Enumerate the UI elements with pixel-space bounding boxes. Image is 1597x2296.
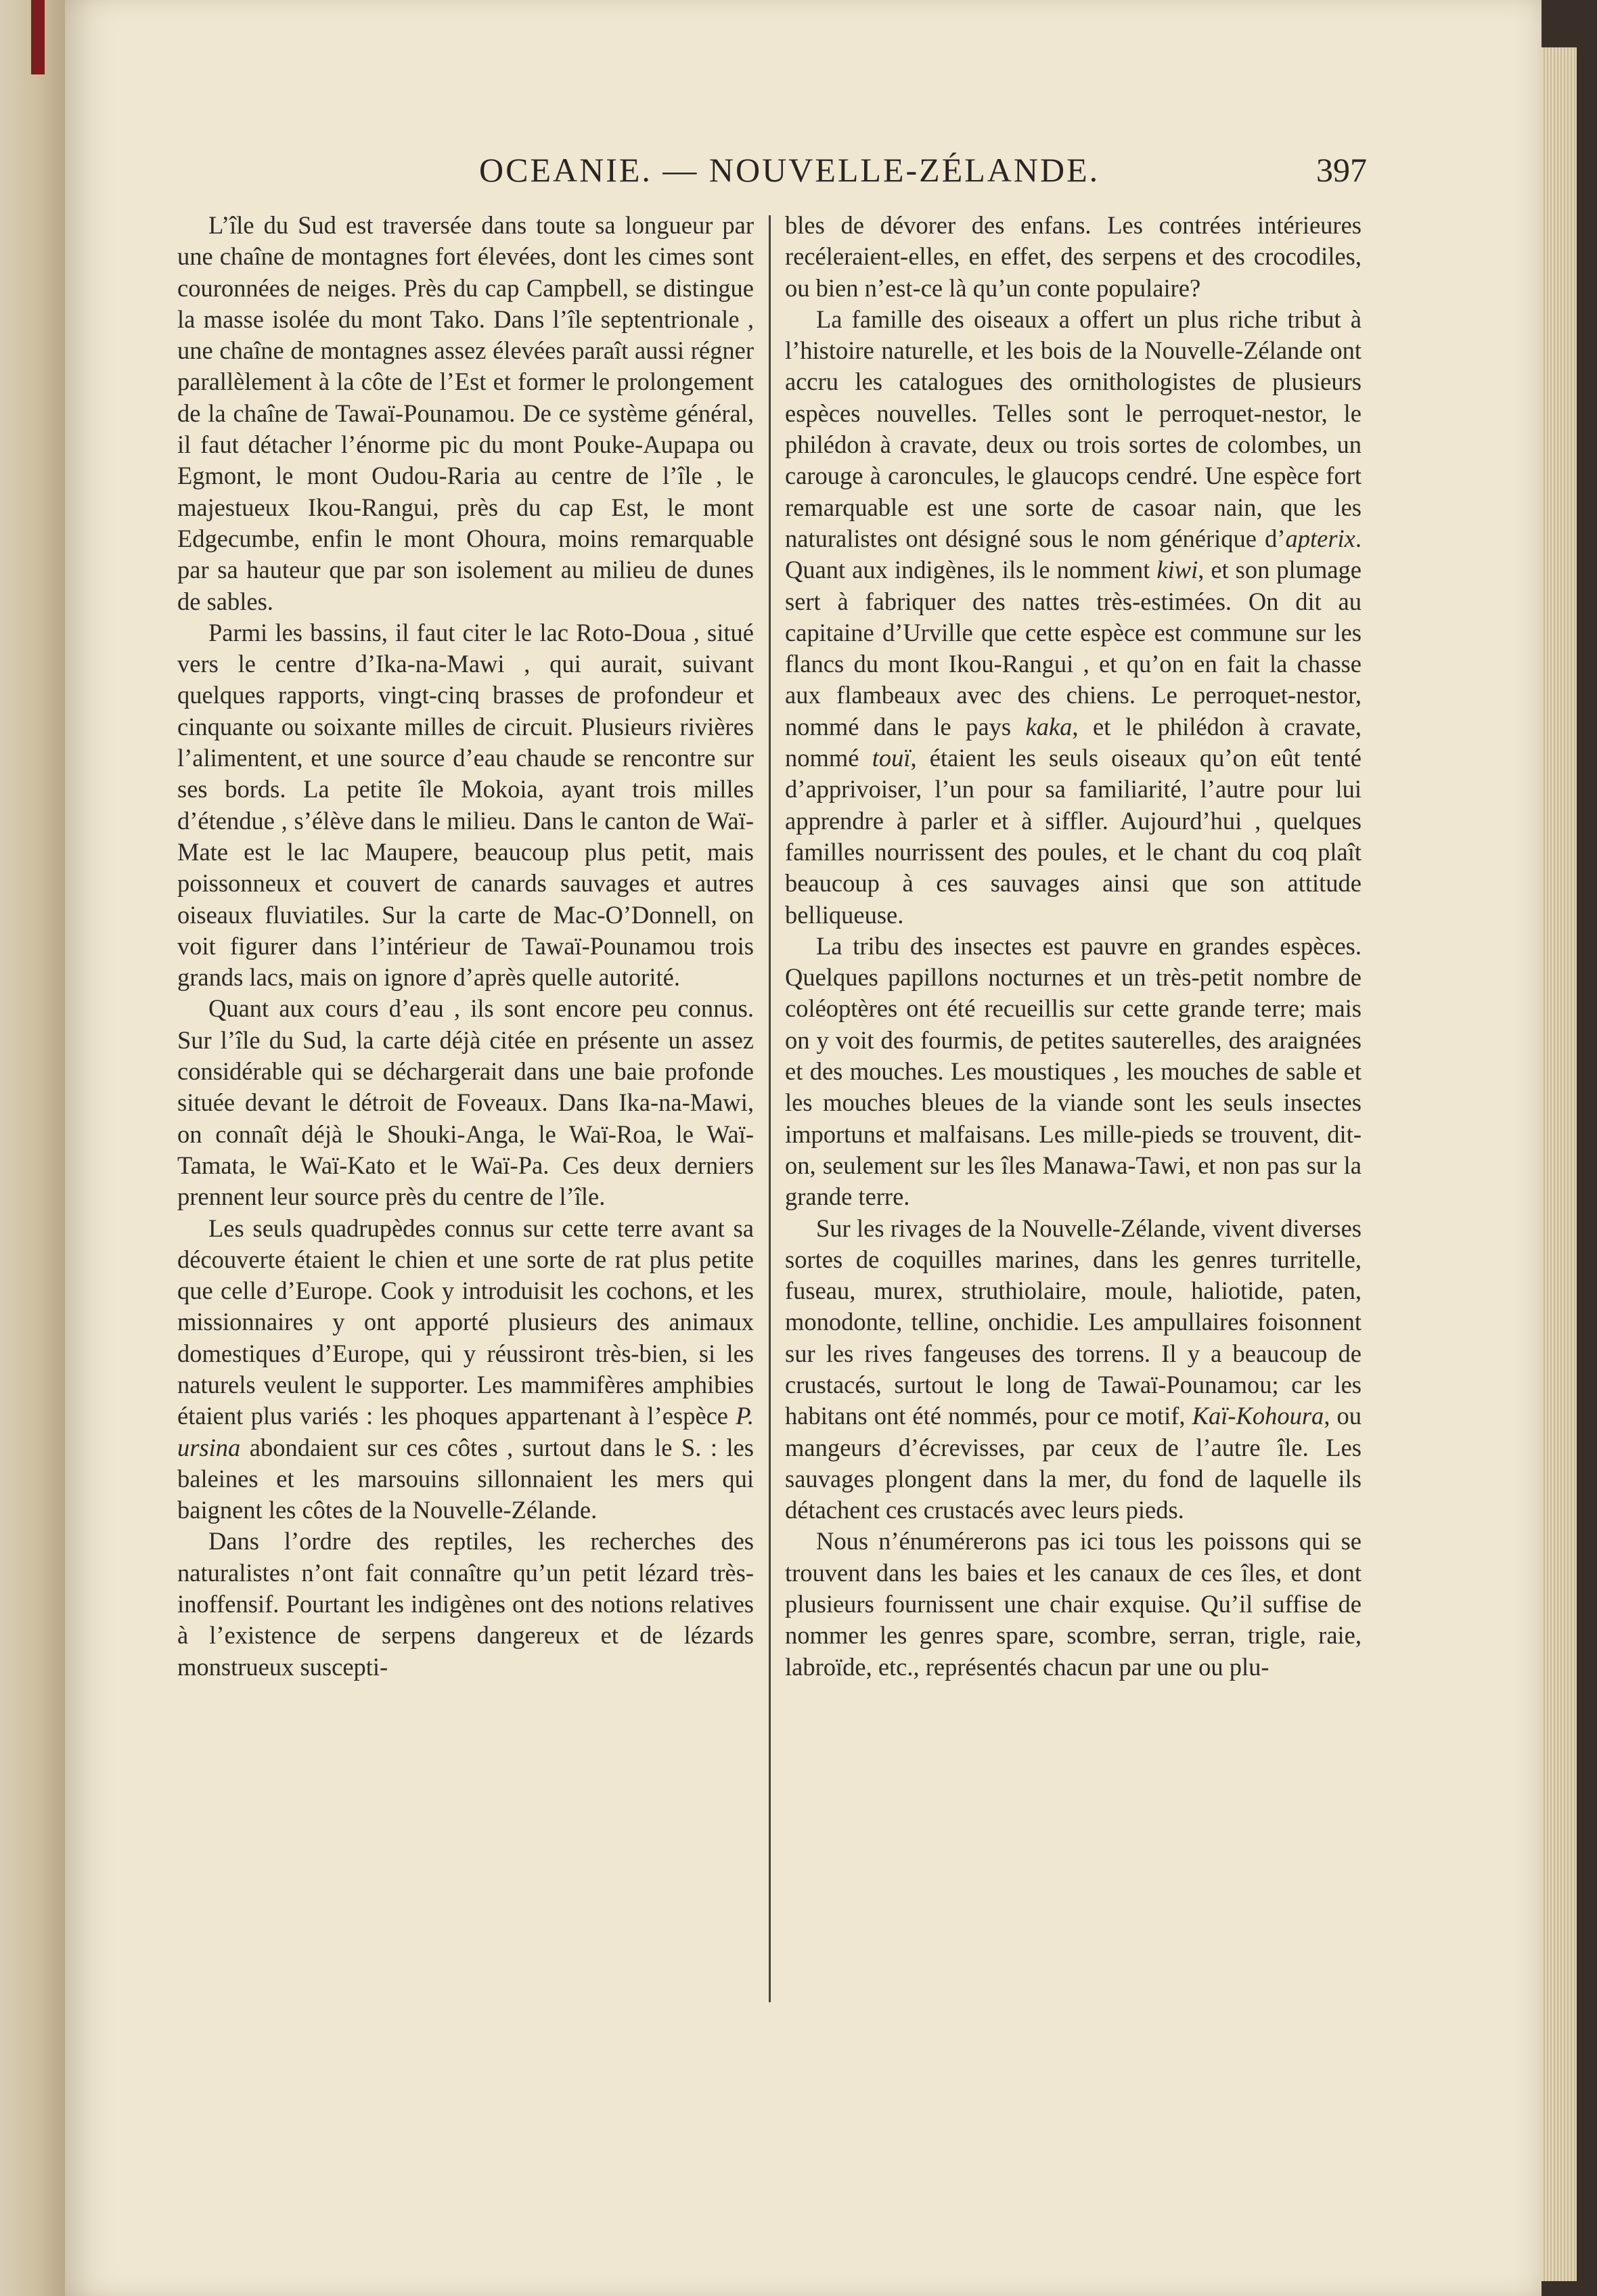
text-span: . Quant aux indigènes, ils le nomment xyxy=(785,524,1362,584)
binding-spine xyxy=(31,0,45,74)
text-span: Les seuls quadrupèdes connus sur cette terre avant sa découverte étaient le chien et une sorte de rat plus petite que celle d’Europe. Cook y introduisit les cochons, et les missionnaires y ont apporté plusieurs des animaux domestiques d’Europe, qui y réussiront très-bien, si les naturels veulent le supporter. Les mammifères amphibies étaient plus variés : les phoques appartenant à l’espèce xyxy=(177,1214,754,1430)
text-span: , et son plumage sert à fabriquer des nattes très-estimées. On dit au capitaine d’Urville que cette espèce est commune sur les flancs du mont Ikou-Rangui , et qu’on en fait la chasse aux flambeaux avec des chiens. Le perroquet-nestor, nommé dans le pays xyxy=(785,556,1362,741)
running-head xyxy=(176,149,1367,203)
book-binding xyxy=(0,0,65,2296)
paragraph xyxy=(785,304,1362,931)
italic-term: touï xyxy=(872,744,911,772)
paragraph xyxy=(177,1213,754,1526)
text-span: , étaient les seuls oiseaux qu’on eût tenté d’apprivoiser, l’un pour sa familiarité, l’autre pour lui apprendre à parler et à siffler. Aujourd’hui , quelques familles nourrissent des poules, et le chant du coq plaît beaucoup à ces sauvages ainsi que son attitude belliqueuse. xyxy=(785,744,1362,929)
paragraph: bles de dévorer des enfans. Les contrées intérieures recéleraient-elles, en effet, des serpens et des crocodiles, ou bien n’est-ce là qu’un conte populaire? xyxy=(785,211,1362,302)
text-span: , et le philédon à cravate, nommé xyxy=(785,712,1362,772)
italic-term: Kaï-Kohoura xyxy=(1192,1402,1324,1430)
paragraph: La tribu des insectes est pauvre en grandes espèces. Quelques papillons nocturnes et un très-petit nombre de coléoptères ont été recueillis sur cette grande terre; mais on y voit des fourmis, de petites sauterelles, des araignées et des mouches. Les moustiques , les mouches de sable et les mouches bleues de la viande sont les seuls insectes importuns et malfaisans. Les mille-pieds se trouvent, dit-on, seulement sur les îles Manawa-Tawi, et non pas sur la grande terre. xyxy=(785,931,1362,1211)
column-divider xyxy=(769,215,771,2002)
text-span: abondaient sur ces côtes , surtout dans le S. : les baleines et les marsouins sillonnaient les mers qui baignent les côtes de la Nouvelle-Zélande. xyxy=(177,1433,754,1524)
page-number: 397 xyxy=(1316,151,1367,189)
paragraph: Dans l’ordre des reptiles, les recherches des naturalistes n’ont fait connaître qu’un petit lézard très-inoffensif. Pourtant les indigènes ont des notions relatives à l’existence de serpens dangereux et de lézards monstrueux suscepti- xyxy=(177,1527,754,1681)
text-span: Sur les rivages de la Nouvelle-Zélande, vivent diverses sortes de coquilles marines, dans les genres turritelle, fuseau, murex, struthiolaire, moule, haliotide, paten, monodonte, telline, onchidie. Les ampullaires foisonnent sur les rives fangeuses des torrens. Il y a beaucoup de crustacés, surtout le long de Tawaï-Pounamou; car les habitans ont été nommés, pour ce motif, xyxy=(785,1214,1362,1430)
italic-term: P. ursina xyxy=(177,1402,754,1461)
paragraph xyxy=(785,1213,1362,1526)
page-title: OCEANIE. — NOUVELLE-ZÉLANDE. xyxy=(479,151,1100,189)
page-edges xyxy=(1542,47,1577,2281)
text-span: La famille des oiseaux a offert un plus riche tribut à l’histoire naturelle, et les bois de la Nouvelle-Zélande ont accru les catalogues des ornithologistes de plusieurs espèces nouvelles. Telles sont le perroquet-nestor, le philédon à cravate, deux ou trois sortes de colombes, un carouge à caroncules, le glaucops cendré. Une espèce fort remarquable est une sorte de casoar nain, que les naturalistes ont désigné sous le nom générique d’ xyxy=(785,305,1362,552)
italic-term: kaka xyxy=(1025,712,1073,741)
paragraph: Quant aux cours d’eau , ils sont encore peu connus. Sur l’île du Sud, la carte déjà citée en présente un assez considérable qui se déchargerait dans une baie profonde située devant le détroit de Foveaux. Dans Ika-na-Mawi, on connaît déjà le Shouki-Anga, le Waï-Roa, le Waï-Tamata, le Waï-Kato et le Waï-Pa. Ces deux derniers prennent leur source près du centre de l’île. xyxy=(177,994,754,1211)
paragraph: Nous n’énumérerons pas ici tous les poissons qui se trouvent dans les baies et les canaux de ces îles, et dont plusieurs fournissent une chair exquise. Qu’il suffise de nommer les genres spare, scombre, serran, trigle, raie, labroïde, etc., représentés chacun par une ou plu- xyxy=(785,1527,1362,1681)
italic-term: apterix xyxy=(1285,524,1355,552)
paragraph: L’île du Sud est traversée dans toute sa longueur par une chaîne de montagnes fort élevées, dont les cimes sont couronnées de neiges. Près du cap Campbell, se distingue la masse isolée du mont Tako. Dans l’île septentrionale , une chaîne de montagnes assez élevées paraît aussi régner parallèlement à la côte de l’Est et former le prolongement de la chaîne de Tawaï-Pounamou. De ce système général, il faut détacher l’énorme pic du mont Pouke-Aupapa ou Egmont, le mont Oudou-Raria au centre de l’île , le majestueux Ikou-Rangui, près du cap Est, le mont Edgecumbe, enfin le mont Ohoura, moins remarquable par sa hauteur que par son isolement au milieu de dunes de sables. xyxy=(177,211,754,615)
paragraph: Parmi les bassins, il faut citer le lac Roto-Doua , situé vers le centre d’Ika-na-Mawi , qui aurait, suivant quelques rapports, vingt-cinq brasses de profondeur et cinquante ou soixante milles de circuit. Plusieurs rivières l’alimentent, et une source d’eau chaude se rencontre sur ses bords. La petite île Mokoia, ayant trois milles d’étendue , s’élève dans le milieu. Dans le canton de Waï-Mate est le lac Maupere, beaucoup plus petit, mais poissonneux et couvert de canards sauvages et autres oiseaux fluviatiles. Sur la carte de Mac-O’Donnell, on voit figurer dans l’intérieur de Tawaï-Pounamou trois grands lacs, mais on ignore d’après quelle autorité. xyxy=(177,618,754,992)
left-column xyxy=(177,210,754,1683)
right-column xyxy=(785,210,1362,1683)
text-span: , ou mangeurs d’écrevisses, par ceux de l’autre île. Les sauvages plongent dans la mer, du fond de laquelle ils détachent ces crustacés avec leurs pieds. xyxy=(785,1402,1362,1524)
italic-term: kiwi xyxy=(1156,556,1198,584)
background-edge xyxy=(1577,0,1597,2296)
